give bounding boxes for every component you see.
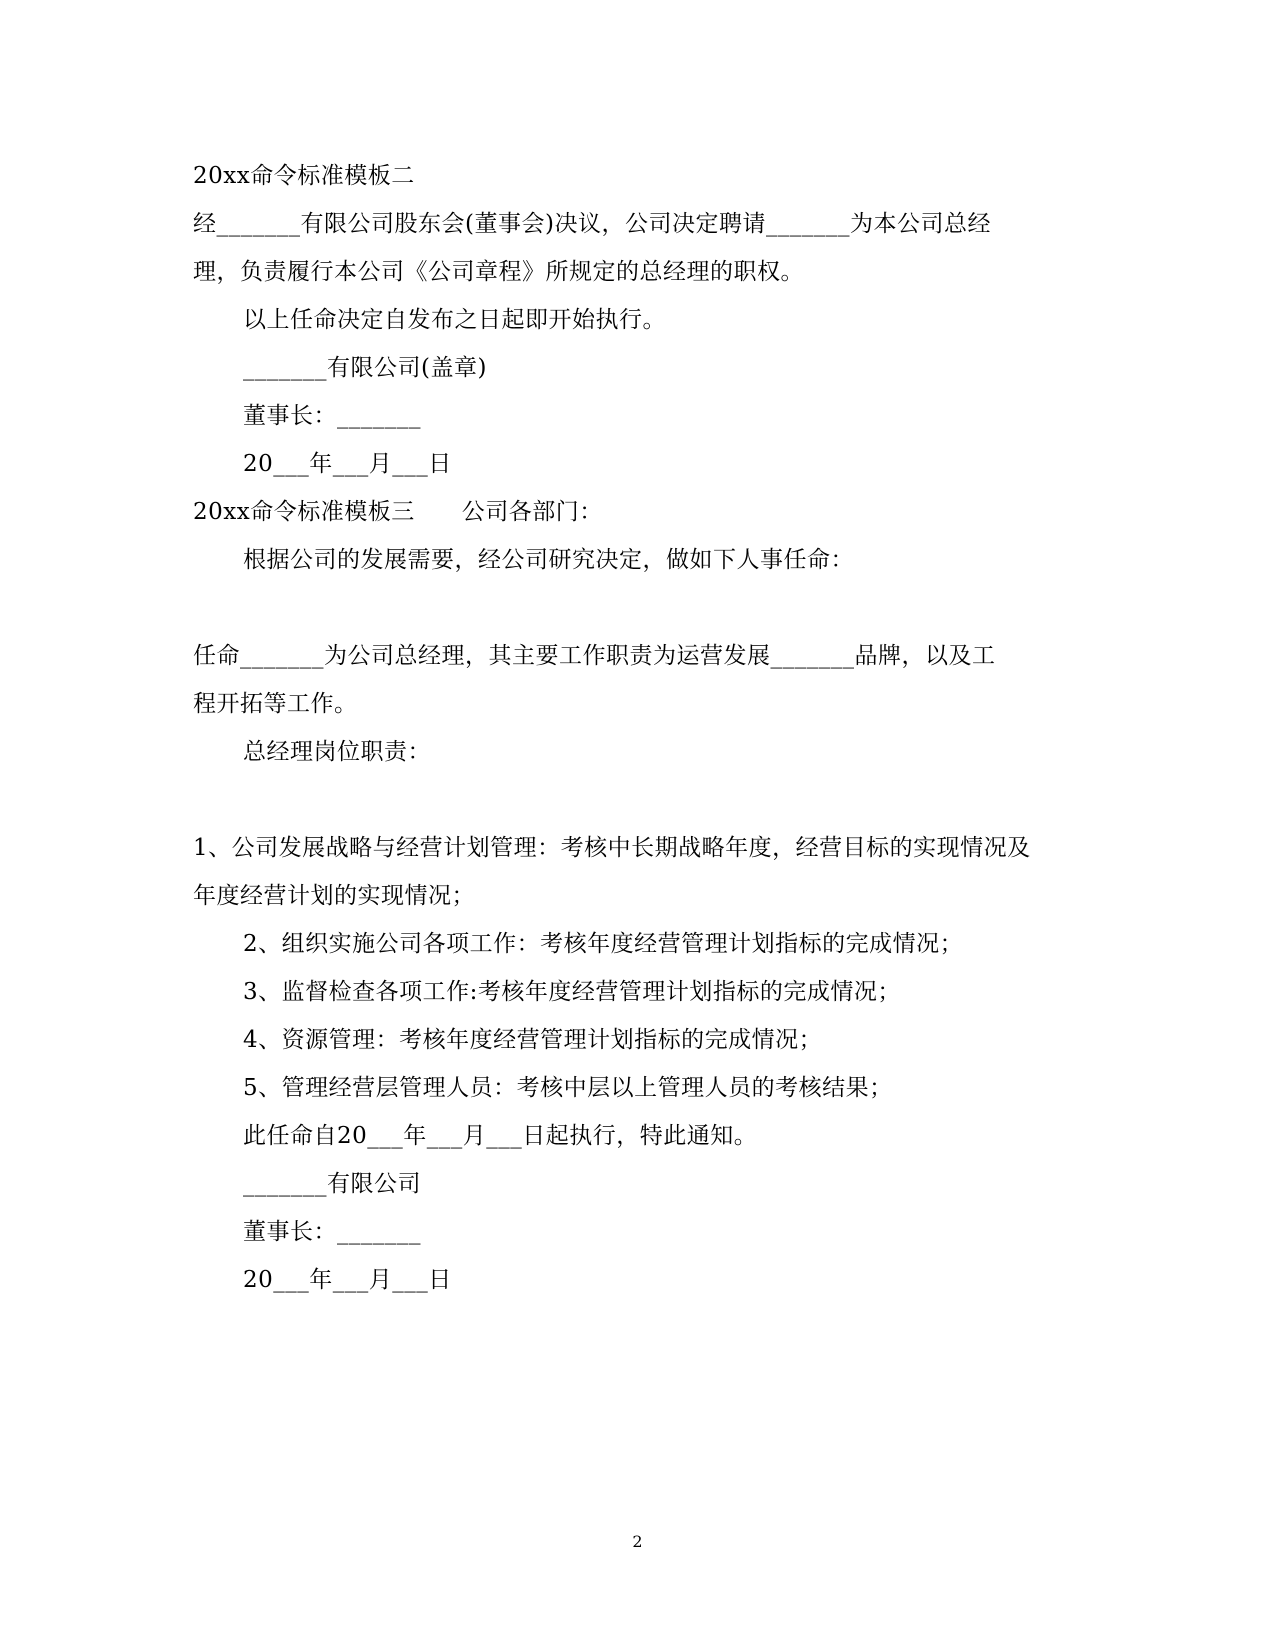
- appointment-text-line-2: 程开拓等工作。: [193, 691, 358, 717]
- duty-item-5: 5、管理经营层管理人员：考核中层以上管理人员的考核结果；: [243, 1075, 893, 1101]
- duty-item-1-line-2: 年度经营计划的实现情况；: [193, 883, 475, 909]
- template-two-title: 20xx命令标准模板二: [193, 163, 415, 189]
- company-seal-line: _______有限公司(盖章): [243, 355, 487, 381]
- effective-statement: 以上任命决定自发布之日起即开始执行。: [243, 307, 666, 333]
- resolution-text-line-1: 经_______有限公司股东会(董事会)决议，公司决定聘请_______为本公司总经: [193, 211, 991, 237]
- appointment-intro: 根据公司的发展需要，经公司研究决定，做如下人事任命：: [243, 547, 854, 573]
- resolution-text-line-2: 理，负责履行本公司《公司章程》所规定的总经理的职权。: [193, 259, 804, 285]
- date-line-2: 20___年___月___日: [243, 1267, 452, 1293]
- company-name-line: _______有限公司: [243, 1171, 421, 1197]
- appointment-text-line-1: 任命_______为公司总经理，其主要工作职责为运营发展_______品牌，以及工: [193, 643, 996, 669]
- duty-item-1-line-1: 1、公司发展战略与经营计划管理：考核中长期战略年度，经营目标的实现情况及: [193, 835, 1031, 861]
- page-number: 2: [632, 1532, 643, 1551]
- duty-item-3: 3、监督检查各项工作:考核年度经营管理计划指标的完成情况；: [243, 979, 901, 1005]
- chairman-signature-line: 董事长：_______: [243, 403, 421, 429]
- duty-item-4: 4、资源管理：考核年度经营管理计划指标的完成情况；: [243, 1027, 823, 1053]
- template-three-title: 20xx命令标准模板三 公司各部门：: [193, 499, 603, 525]
- duty-item-2: 2、组织实施公司各项工作：考核年度经营管理计划指标的完成情况；: [243, 931, 964, 957]
- duties-heading: 总经理岗位职责：: [243, 739, 431, 765]
- date-line: 20___年___月___日: [243, 451, 452, 477]
- chairman-signature-line-2: 董事长：_______: [243, 1219, 421, 1245]
- effective-date-notice: 此任命自20___年___月___日起执行，特此通知。: [243, 1123, 758, 1149]
